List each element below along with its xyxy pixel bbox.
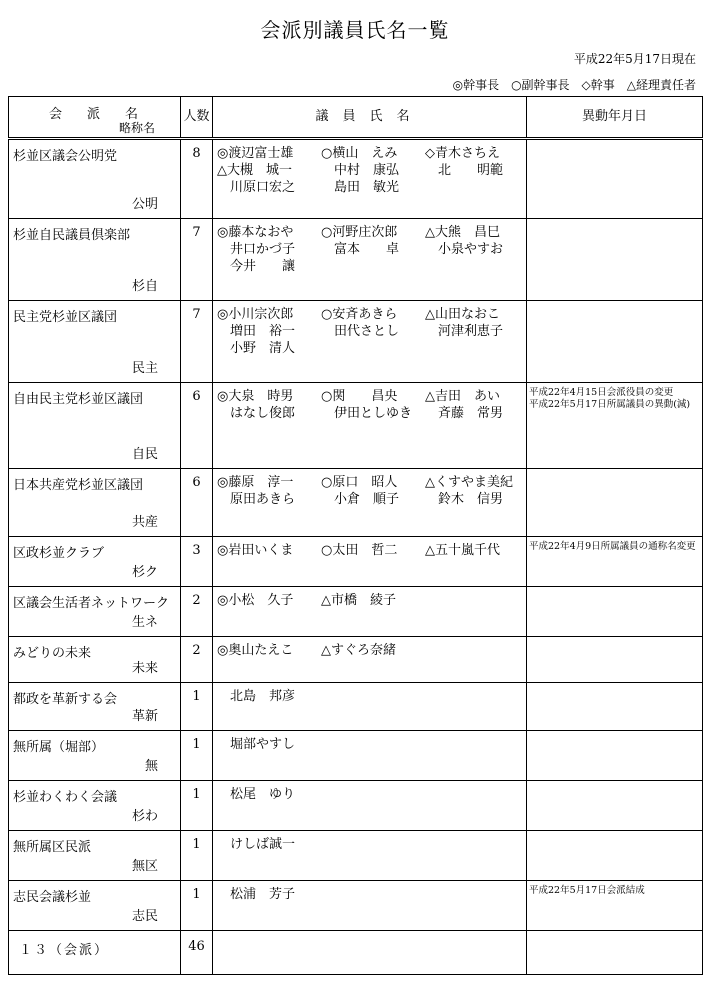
member-count: 8 xyxy=(181,139,213,219)
member-name: 原田あきら xyxy=(217,492,296,507)
member-name xyxy=(425,836,525,853)
member-name: 伊田としゆき xyxy=(321,406,413,421)
member-list xyxy=(213,781,527,831)
member-name: △山田なおこ xyxy=(425,307,500,322)
faction-cell xyxy=(9,301,181,383)
change-date-cell xyxy=(527,781,703,831)
faction-name: 杉並自民議員倶楽部 xyxy=(13,228,131,243)
header-changes: 異動年月日 xyxy=(527,97,703,139)
member-name xyxy=(321,688,425,705)
faction-abbr: 杉自 xyxy=(131,279,158,294)
faction-cell xyxy=(9,537,181,587)
member-line xyxy=(217,405,526,422)
faction-abbr: 共産 xyxy=(131,515,158,530)
faction-name: 杉並区議会公明党 xyxy=(13,149,118,164)
member-name: 小野 清人 xyxy=(217,341,296,356)
faction-cell xyxy=(9,831,181,881)
member-name: ◎藤原 淳一 xyxy=(217,475,294,490)
member-list xyxy=(213,383,527,469)
member-name: けしば誠一 xyxy=(217,837,296,852)
faction-name: みどりの未来 xyxy=(13,646,92,661)
change-date-cell xyxy=(527,831,703,881)
table-row xyxy=(9,219,703,301)
member-name: 井口かづ子 xyxy=(217,242,296,257)
member-name: 北 明範 xyxy=(425,163,504,178)
total-members-empty xyxy=(213,931,527,975)
member-name xyxy=(425,592,525,609)
change-date-cell xyxy=(527,301,703,383)
member-count: 6 xyxy=(181,383,213,469)
member-name: ◎奥山たえこ xyxy=(217,643,294,658)
faction-abbr: 無区 xyxy=(131,859,158,874)
table-row xyxy=(9,383,703,469)
member-count: 1 xyxy=(181,831,213,881)
change-date-cell xyxy=(527,881,703,931)
member-name: △吉田 あい xyxy=(425,389,500,404)
member-line xyxy=(217,642,526,659)
member-name: 小泉やすお xyxy=(425,242,504,257)
member-line xyxy=(217,836,526,853)
member-line xyxy=(217,388,526,405)
faction-cell xyxy=(9,683,181,731)
member-count: 1 xyxy=(181,881,213,931)
member-name: △市橋 綾子 xyxy=(321,593,396,608)
table-row xyxy=(9,139,703,219)
member-name: △大熊 昌巳 xyxy=(425,225,500,240)
total-changes-empty xyxy=(527,931,703,975)
faction-table xyxy=(8,96,703,975)
member-name: ○太田 哲二 xyxy=(321,543,398,558)
role-legend: ◎幹事長 ○副幹事長 ◇幹事 △経理責任者 xyxy=(452,78,696,92)
member-name: ◎大泉 時男 xyxy=(217,389,294,404)
member-line xyxy=(217,258,526,275)
member-name xyxy=(321,736,425,753)
table-row xyxy=(9,587,703,637)
member-name: ○河野庄次郎 xyxy=(321,225,398,240)
faction-cell xyxy=(9,219,181,301)
faction-name: 杉並わくわく会議 xyxy=(13,790,118,805)
member-name: 富本 卓 xyxy=(321,242,400,257)
member-name: 今井 讓 xyxy=(217,259,296,274)
header-count: 人数 xyxy=(181,97,213,139)
member-line xyxy=(217,306,526,323)
member-name: 北島 邦彦 xyxy=(217,689,296,704)
member-name: ◎藤本なおや xyxy=(217,225,294,240)
change-date-cell xyxy=(527,219,703,301)
faction-cell xyxy=(9,881,181,931)
member-line xyxy=(217,474,526,491)
member-name xyxy=(425,736,525,753)
member-name: 中村 康弘 xyxy=(321,163,400,178)
table-row xyxy=(9,831,703,881)
change-entry: 平成22年5月17日所属議員の異動(減) xyxy=(529,399,691,410)
member-name: ◎小松 久子 xyxy=(217,593,294,608)
total-row xyxy=(9,931,703,975)
member-name: △すぐろ奈緒 xyxy=(321,643,396,658)
change-date-cell xyxy=(527,139,703,219)
member-list xyxy=(213,881,527,931)
change-date-cell xyxy=(527,383,703,469)
faction-cell xyxy=(9,781,181,831)
change-entry: 平成22年4月15日会派役員の変更 xyxy=(529,387,674,398)
table-row xyxy=(9,731,703,781)
header-faction xyxy=(9,97,181,139)
member-name: △くすやま美紀 xyxy=(425,475,513,490)
table-header xyxy=(9,97,703,139)
member-name: 鈴木 信男 xyxy=(425,492,504,507)
member-list xyxy=(213,831,527,881)
member-line xyxy=(217,736,526,753)
member-name: はなし俊郎 xyxy=(217,406,296,421)
member-name: ○原口 昭人 xyxy=(321,475,398,490)
member-name: ◎岩田いくま xyxy=(217,543,294,558)
member-name xyxy=(425,340,525,357)
member-name xyxy=(425,886,525,903)
faction-name: 日本共産党杉並区議団 xyxy=(13,478,144,493)
table-row xyxy=(9,301,703,383)
member-line xyxy=(217,688,526,705)
faction-name: 民主党杉並区議団 xyxy=(13,310,118,325)
header-faction-label: 会 派 名 xyxy=(49,107,145,122)
member-name xyxy=(425,179,525,196)
faction-name: 区議会生活者ネットワーク xyxy=(13,596,170,611)
change-date-cell xyxy=(527,683,703,731)
faction-abbr: 杉ク xyxy=(131,565,158,580)
member-count: 1 xyxy=(181,781,213,831)
faction-abbr: 革新 xyxy=(131,709,158,724)
member-count: 7 xyxy=(181,219,213,301)
faction-abbr: 無 xyxy=(144,759,158,774)
member-list xyxy=(213,469,527,537)
member-list xyxy=(213,731,527,781)
faction-abbr: 未来 xyxy=(131,661,158,676)
faction-cell xyxy=(9,139,181,219)
as-of-date: 平成22年5月17日現在 xyxy=(573,52,696,66)
faction-cell xyxy=(9,637,181,683)
member-name: 松浦 芳子 xyxy=(217,887,296,902)
faction-abbr: 志民 xyxy=(131,909,158,924)
member-line xyxy=(217,542,526,559)
faction-cell xyxy=(9,587,181,637)
member-name: 島田 敏光 xyxy=(321,180,400,195)
member-count: 2 xyxy=(181,587,213,637)
member-list xyxy=(213,219,527,301)
change-date-cell xyxy=(527,637,703,683)
faction-cell xyxy=(9,731,181,781)
member-count: 2 xyxy=(181,637,213,683)
change-entry: 平成22年5月17日会派結成 xyxy=(529,885,645,896)
table-row xyxy=(9,683,703,731)
member-line xyxy=(217,162,526,179)
member-line xyxy=(217,179,526,196)
member-name: ○安斉あきら xyxy=(321,307,398,322)
member-name: ○横山 えみ xyxy=(321,146,398,161)
member-line xyxy=(217,592,526,609)
member-name xyxy=(321,258,425,275)
faction-name: 都政を革新する会 xyxy=(13,692,118,707)
change-date-cell xyxy=(527,537,703,587)
member-name: △大槻 城一 xyxy=(217,163,292,178)
change-date-cell xyxy=(527,587,703,637)
member-name: △五十嵐千代 xyxy=(425,543,500,558)
faction-abbr: 民主 xyxy=(131,361,158,376)
member-line xyxy=(217,241,526,258)
member-name xyxy=(425,688,525,705)
faction-name: 志民会議杉並 xyxy=(13,890,92,905)
faction-cell xyxy=(9,383,181,469)
member-list xyxy=(213,537,527,587)
member-line xyxy=(217,786,526,803)
member-name: ○関 昌央 xyxy=(321,389,398,404)
faction-abbr: 自民 xyxy=(131,447,158,462)
member-name xyxy=(321,340,425,357)
faction-name: 区政杉並クラブ xyxy=(13,546,105,561)
table-row xyxy=(9,881,703,931)
table-row xyxy=(9,637,703,683)
member-line xyxy=(217,224,526,241)
change-entry: 平成22年4月9日所属議員の通称名変更 xyxy=(529,541,696,552)
change-date-cell xyxy=(527,731,703,781)
faction-abbr: 生ネ xyxy=(131,615,158,630)
member-list xyxy=(213,683,527,731)
table-row xyxy=(9,537,703,587)
member-name xyxy=(321,786,425,803)
member-name xyxy=(321,886,425,903)
faction-abbr: 杉わ xyxy=(131,809,158,824)
total-label: １３（会派） xyxy=(9,931,181,975)
member-name: 河津利恵子 xyxy=(425,324,504,339)
member-line xyxy=(217,323,526,340)
member-line xyxy=(217,886,526,903)
table-row xyxy=(9,781,703,831)
table-row xyxy=(9,469,703,537)
member-name xyxy=(425,642,525,659)
member-name xyxy=(425,786,525,803)
member-list xyxy=(213,301,527,383)
header-members: 議員氏名 xyxy=(213,97,527,139)
member-count: 6 xyxy=(181,469,213,537)
member-count: 1 xyxy=(181,731,213,781)
member-count: 1 xyxy=(181,683,213,731)
member-name xyxy=(321,836,425,853)
page-title: 会派別議員氏名一覧 xyxy=(260,18,450,42)
faction-cell xyxy=(9,469,181,537)
member-name: 田代さとし xyxy=(321,324,400,339)
member-line xyxy=(217,491,526,508)
member-name: 松尾 ゆり xyxy=(217,787,296,802)
member-list xyxy=(213,139,527,219)
member-name: 斉藤 常男 xyxy=(425,406,504,421)
member-list xyxy=(213,637,527,683)
member-name: ◎渡辺富士雄 xyxy=(217,146,294,161)
member-name: ◇青木さちえ xyxy=(425,146,500,161)
faction-abbr: 公明 xyxy=(131,197,158,212)
total-count: 46 xyxy=(181,931,213,975)
change-date-cell xyxy=(527,469,703,537)
faction-name: 自由民主党杉並区議団 xyxy=(13,392,144,407)
member-line xyxy=(217,340,526,357)
member-name: ◎小川宗次郎 xyxy=(217,307,294,322)
member-name: 増田 裕一 xyxy=(217,324,296,339)
member-name: 小倉 順子 xyxy=(321,492,400,507)
member-line xyxy=(217,145,526,162)
faction-name: 無所属区民派 xyxy=(13,840,92,855)
member-count: 7 xyxy=(181,301,213,383)
member-name xyxy=(425,258,525,275)
header-abbr-label: 略称名 xyxy=(119,121,156,135)
member-count: 3 xyxy=(181,537,213,587)
member-name: 川原口宏之 xyxy=(217,180,296,195)
faction-name: 無所属（堀部） xyxy=(13,740,105,755)
member-list xyxy=(213,587,527,637)
member-name: 堀部やすし xyxy=(217,737,296,752)
